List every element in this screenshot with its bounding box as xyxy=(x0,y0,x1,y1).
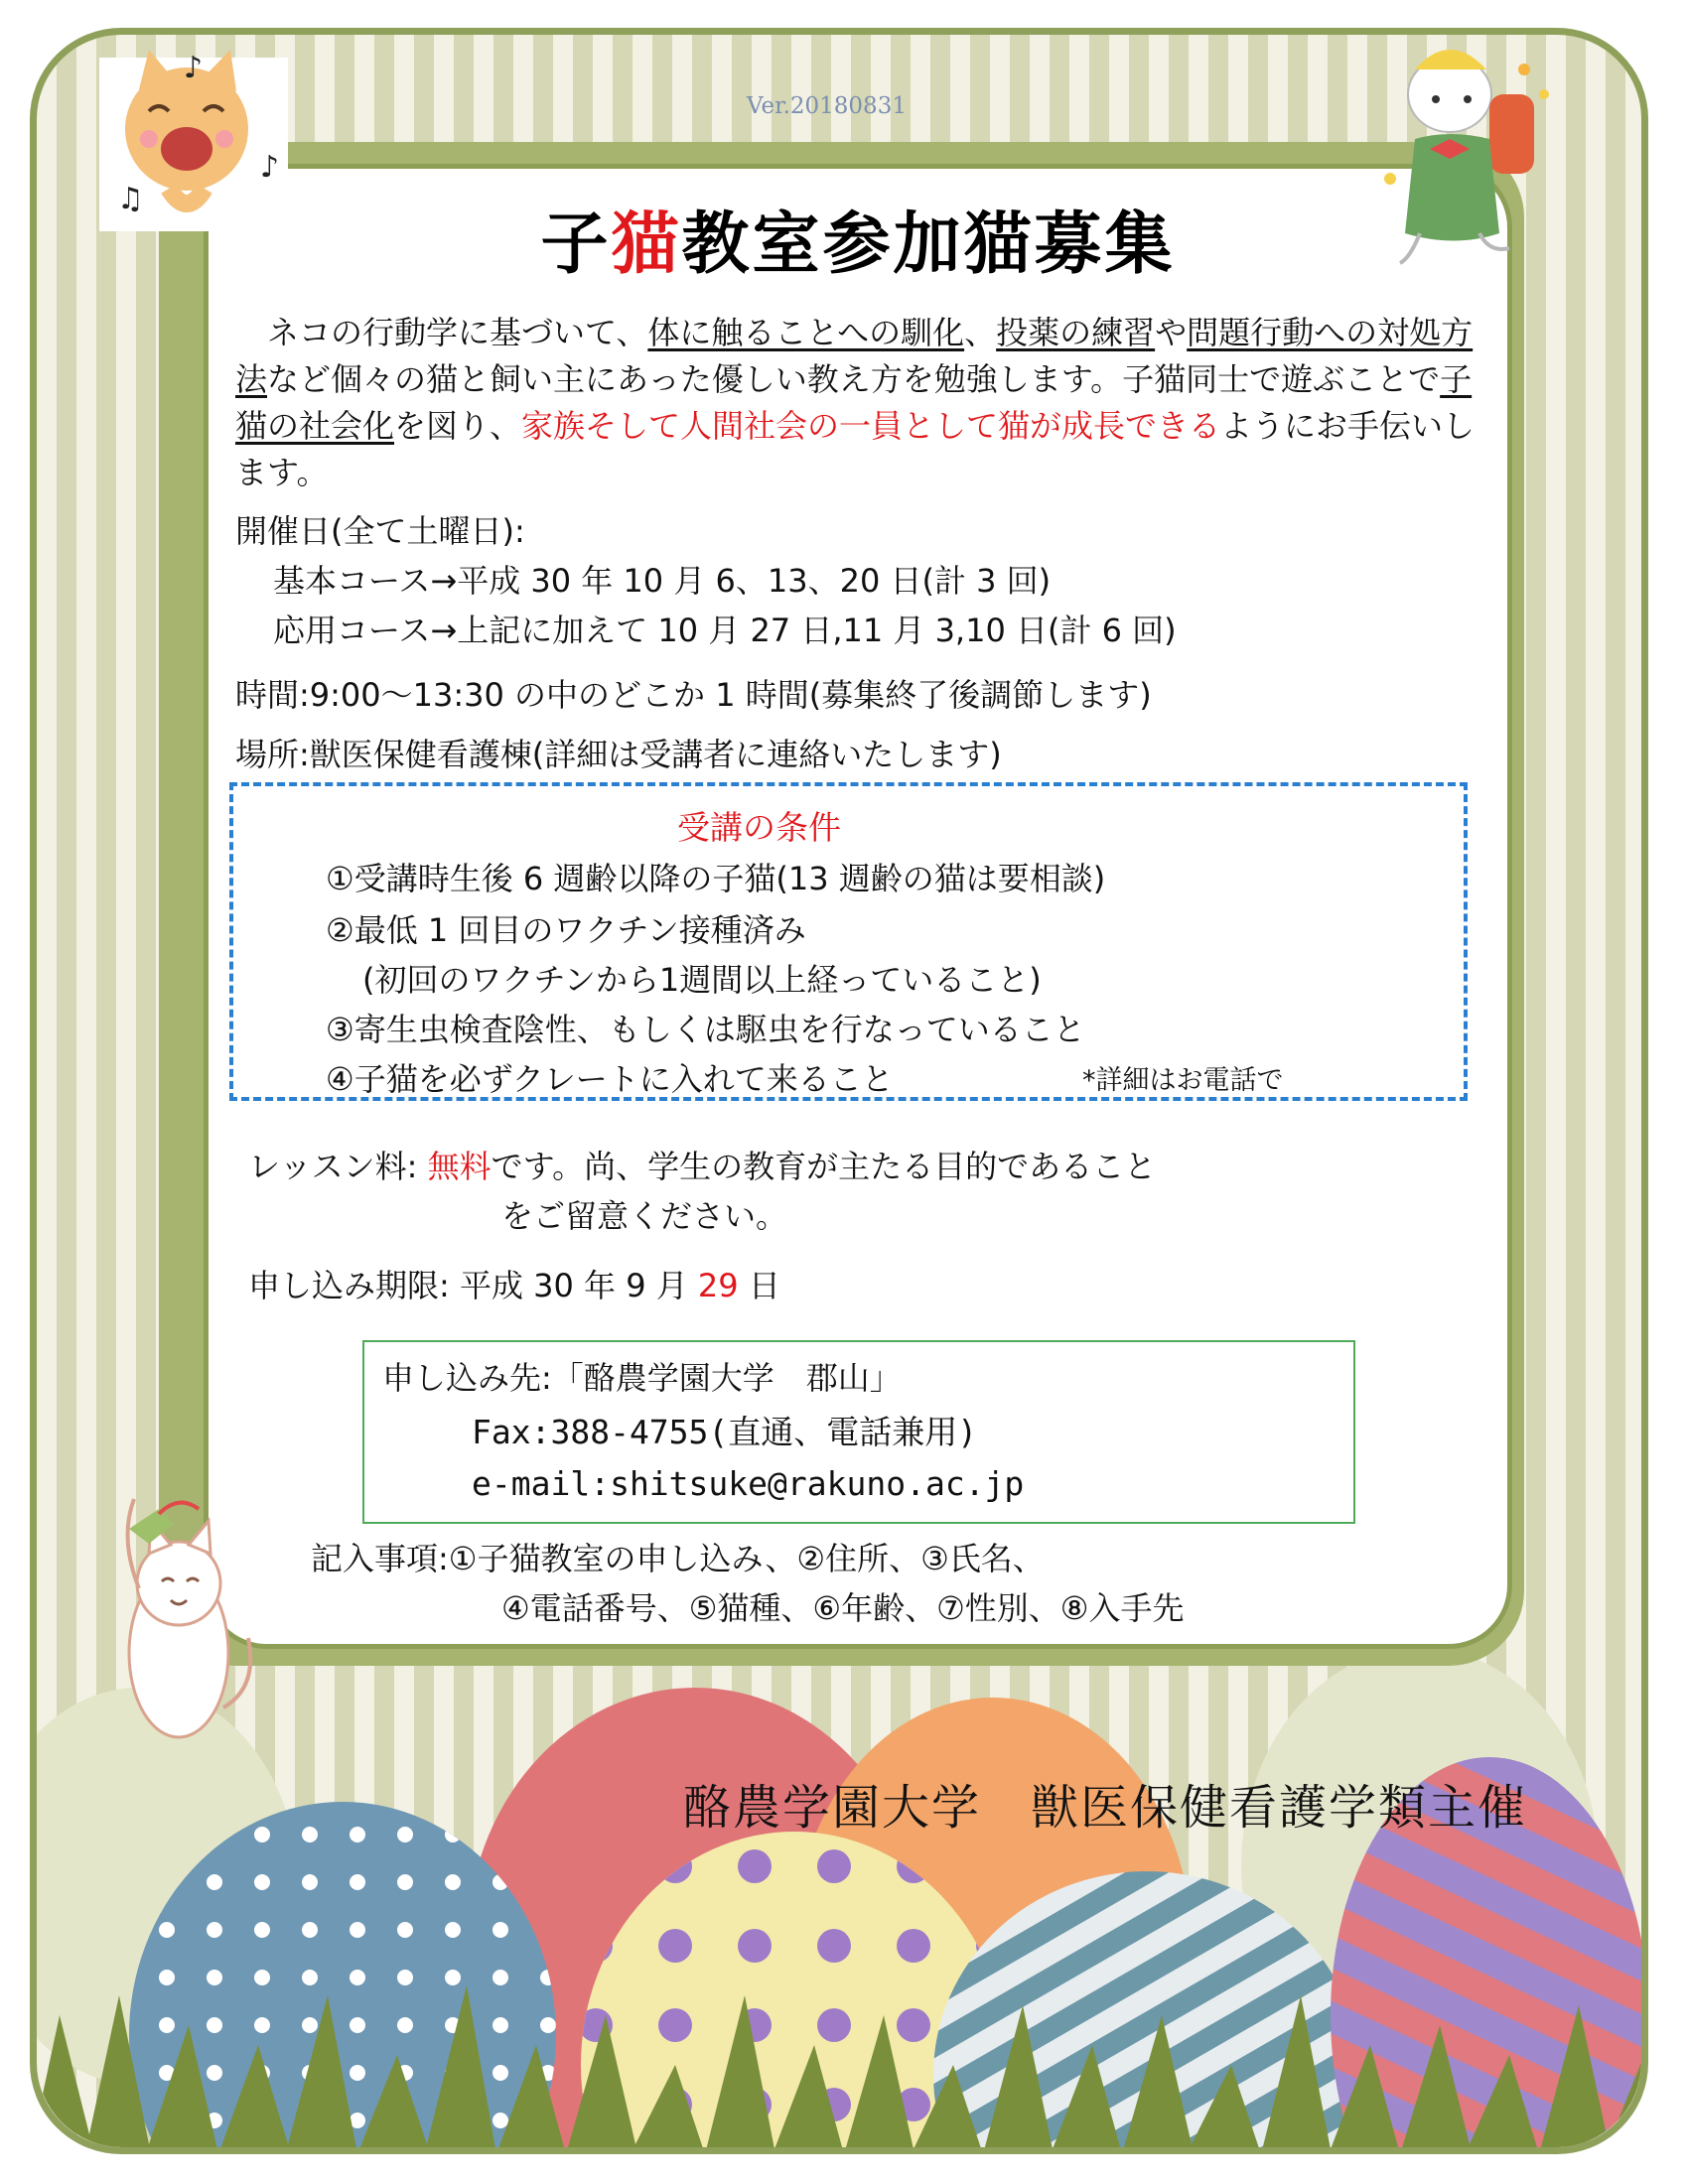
application-to: 申し込み先:「酪農学園大学 郡山」 xyxy=(382,1359,902,1397)
title-part-2: 教室参加猫募集 xyxy=(681,205,1176,284)
entry-items-1: 記入事項:①子猫教室の申し込み、②住所、③氏名、 xyxy=(311,1540,1045,1577)
intro-text-2: 、 xyxy=(964,314,997,351)
version-label: Ver.20180831 xyxy=(747,93,907,119)
fax-number: Fax:388-4755(直通、電話兼用) xyxy=(472,1413,978,1451)
deadline-prefix: 平成 30 年 9 月 xyxy=(459,1267,688,1304)
deadline-line xyxy=(248,1261,780,1306)
conditions-note: *詳細はお電話で xyxy=(1082,1065,1284,1096)
condition-item: ②最低 1 回目のワクチン接種済み xyxy=(326,911,806,949)
deadline-suffix: 日 xyxy=(748,1267,780,1304)
schedule-advanced-course: 応用コース→上記に加えて 10 月 27 日,11 月 3,10 日(計 6 回) xyxy=(273,612,1177,649)
fee-label: レッスン料: xyxy=(248,1148,418,1185)
svg-text:♫: ♫ xyxy=(117,182,144,216)
svg-text:♪: ♪ xyxy=(260,150,280,185)
condition-item: ①受講時生後 6 週齢以降の子猫(13 週齢の猫は要相談) xyxy=(326,860,1106,897)
intro-underline-4: 子猫の社会化 xyxy=(235,360,1473,445)
schedule-place: 場所:獣医保健看護棟(詳細は受講者に連絡いたします) xyxy=(235,736,1002,773)
intro-text-3: や xyxy=(1155,314,1188,351)
page-title xyxy=(204,191,1512,287)
condition-item: ④子猫を必ずクレートに入れて来ること xyxy=(326,1060,894,1098)
intro-text-1: ネコの行動学に基づいて、 xyxy=(235,314,648,351)
deadline-label: 申し込み期限: xyxy=(248,1267,450,1304)
title-part-1: 子 xyxy=(540,205,612,284)
organizer: 酪農学園大学 獣医保健看護学類主催 xyxy=(683,1780,1528,1836)
fee-text: です。尚、学生の教育が主たる目的であること xyxy=(491,1148,1157,1185)
email-address[interactable]: e-mail:shitsuke@rakuno.ac.jp xyxy=(472,1464,1025,1503)
intro-underline-1: 体に触ることへの馴化 xyxy=(647,314,965,351)
intro-text-5: を図り、 xyxy=(394,407,522,445)
condition-item: (初回のワクチンから1週間以上経っていること) xyxy=(362,961,1042,999)
intro-red-text: 家族そして人間社会の一員として猫が成長できる xyxy=(521,407,1221,445)
intro-text-6: ようにお手伝いします。 xyxy=(235,407,1476,491)
condition-item: ③寄生虫検査陰性、もしくは駆虫を行なっていること xyxy=(326,1011,1085,1048)
intro-underline-3: 問題行動への対処方法 xyxy=(235,314,1474,398)
deadline-day: 29 xyxy=(697,1267,739,1304)
schedule-time: 時間:9:00～13:30 の中のどこか 1 時間(募集終了後調節します) xyxy=(235,676,1152,714)
cat-waving-illustration xyxy=(128,1499,251,1737)
conditions-title: 受講の条件 xyxy=(677,808,841,847)
fee-free: 無料 xyxy=(427,1148,492,1185)
intro-paragraph xyxy=(235,310,1494,496)
title-highlight: 猫 xyxy=(611,205,682,284)
fee-line xyxy=(248,1142,1156,1187)
intro-text-4: など個々の猫と飼い主にあった優しい教え方を勉強します。子猫同士で遊ぶことで xyxy=(267,360,1441,398)
intro-underline-2: 投薬の練習 xyxy=(996,314,1156,351)
schedule-basic-course: 基本コース→平成 30 年 10 月 6、13、20 日(計 3 回) xyxy=(273,562,1052,600)
svg-text:♪: ♪ xyxy=(184,51,204,85)
entry-items-2: ④電話番号、⑤猫種、⑥年齢、⑦性別、⑧入手先 xyxy=(501,1589,1185,1627)
schedule-heading: 開催日(全て土曜日): xyxy=(235,512,525,550)
fee-note: をご留意ください。 xyxy=(501,1197,788,1235)
